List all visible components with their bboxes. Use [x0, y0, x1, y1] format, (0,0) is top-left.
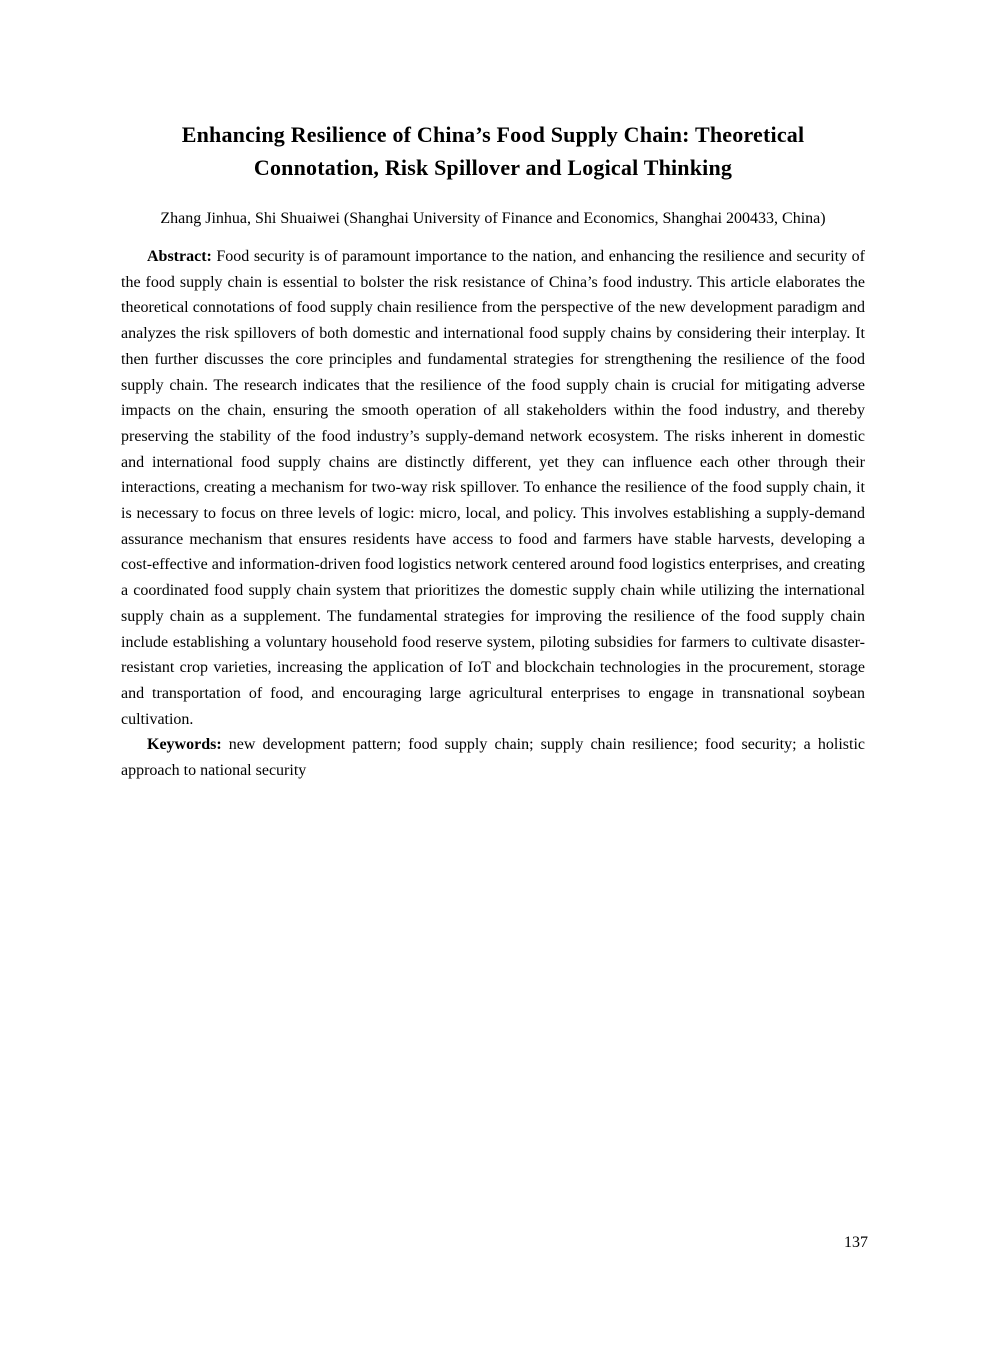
authors-line: Zhang Jinhua, Shi Shuaiwei (Shanghai University of Finance and Economics, Shanghai 200433, China)	[160, 210, 826, 227]
abstract-text: Food security is of paramount importance to the nation, and enhancing the resilience and security of the food supply chain is essential to bolster the risk resistance of China’s food industry. This article elaborates the theoretical connotations of food supply chain resilience from the perspective of the new development paradigm and analyzes the risk spillovers of both domestic and international food supply chains by considering their interplay. It then further discusses the core principles and fundamental strategies for strengthening the resilience of the food supply chain. The research indicates that the resilience of the food supply chain is crucial for mitigating adverse impacts on the chain, ensuring the smooth operation of all stakeholders within the food industry, and thereby preserving the stability of the food industry’s supply-demand network ecosystem. The risks inherent in domestic and international food supply chains are distinctly different, yet they can influence each other through their interactions, creating a mechanism for two-way risk spillover. To enhance the resilience of the food supply chain, it is necessary to focus on three levels of logic: micro, local, and policy. This involves establishing a supply-demand assurance mechanism that ensures residents have access to food and farmers have stable harvests, developing a cost-effective and information-driven food logistics network centered around food logistics enterprises, and creating a coordinated food supply chain system that prioritizes the domestic supply chain while utilizing the international supply chain as a supplement. The fundamental strategies for improving the resilience of the food supply chain include establishing a voluntary household food reserve system, piloting subsidies for farmers to cultivate disaster-resistant crop varieties, increasing the application of IoT and blockchain technologies in the procurement, storage and transportation of food, and encouraging large agricultural enterprises to engage in transnational soybean cultivation.	[121, 248, 865, 728]
paper-title	[121, 118, 865, 184]
abstract-label: Abstract:	[147, 248, 212, 265]
page-number: 137	[844, 1234, 868, 1251]
keywords-label: Keywords:	[147, 736, 222, 754]
paper-title-line2: Connotation, Risk Spillover and Logical Thinking	[253, 155, 733, 180]
keywords-text: new development pattern; food supply chain; supply chain resilience; food security; a holistic approach to national security	[121, 736, 865, 780]
keywords-paragraph	[121, 732, 865, 783]
paper-title-line1: Enhancing Resilience of China’s Food Supply Chain: Theoretical	[181, 122, 805, 147]
abstract-paragraph	[121, 244, 865, 732]
